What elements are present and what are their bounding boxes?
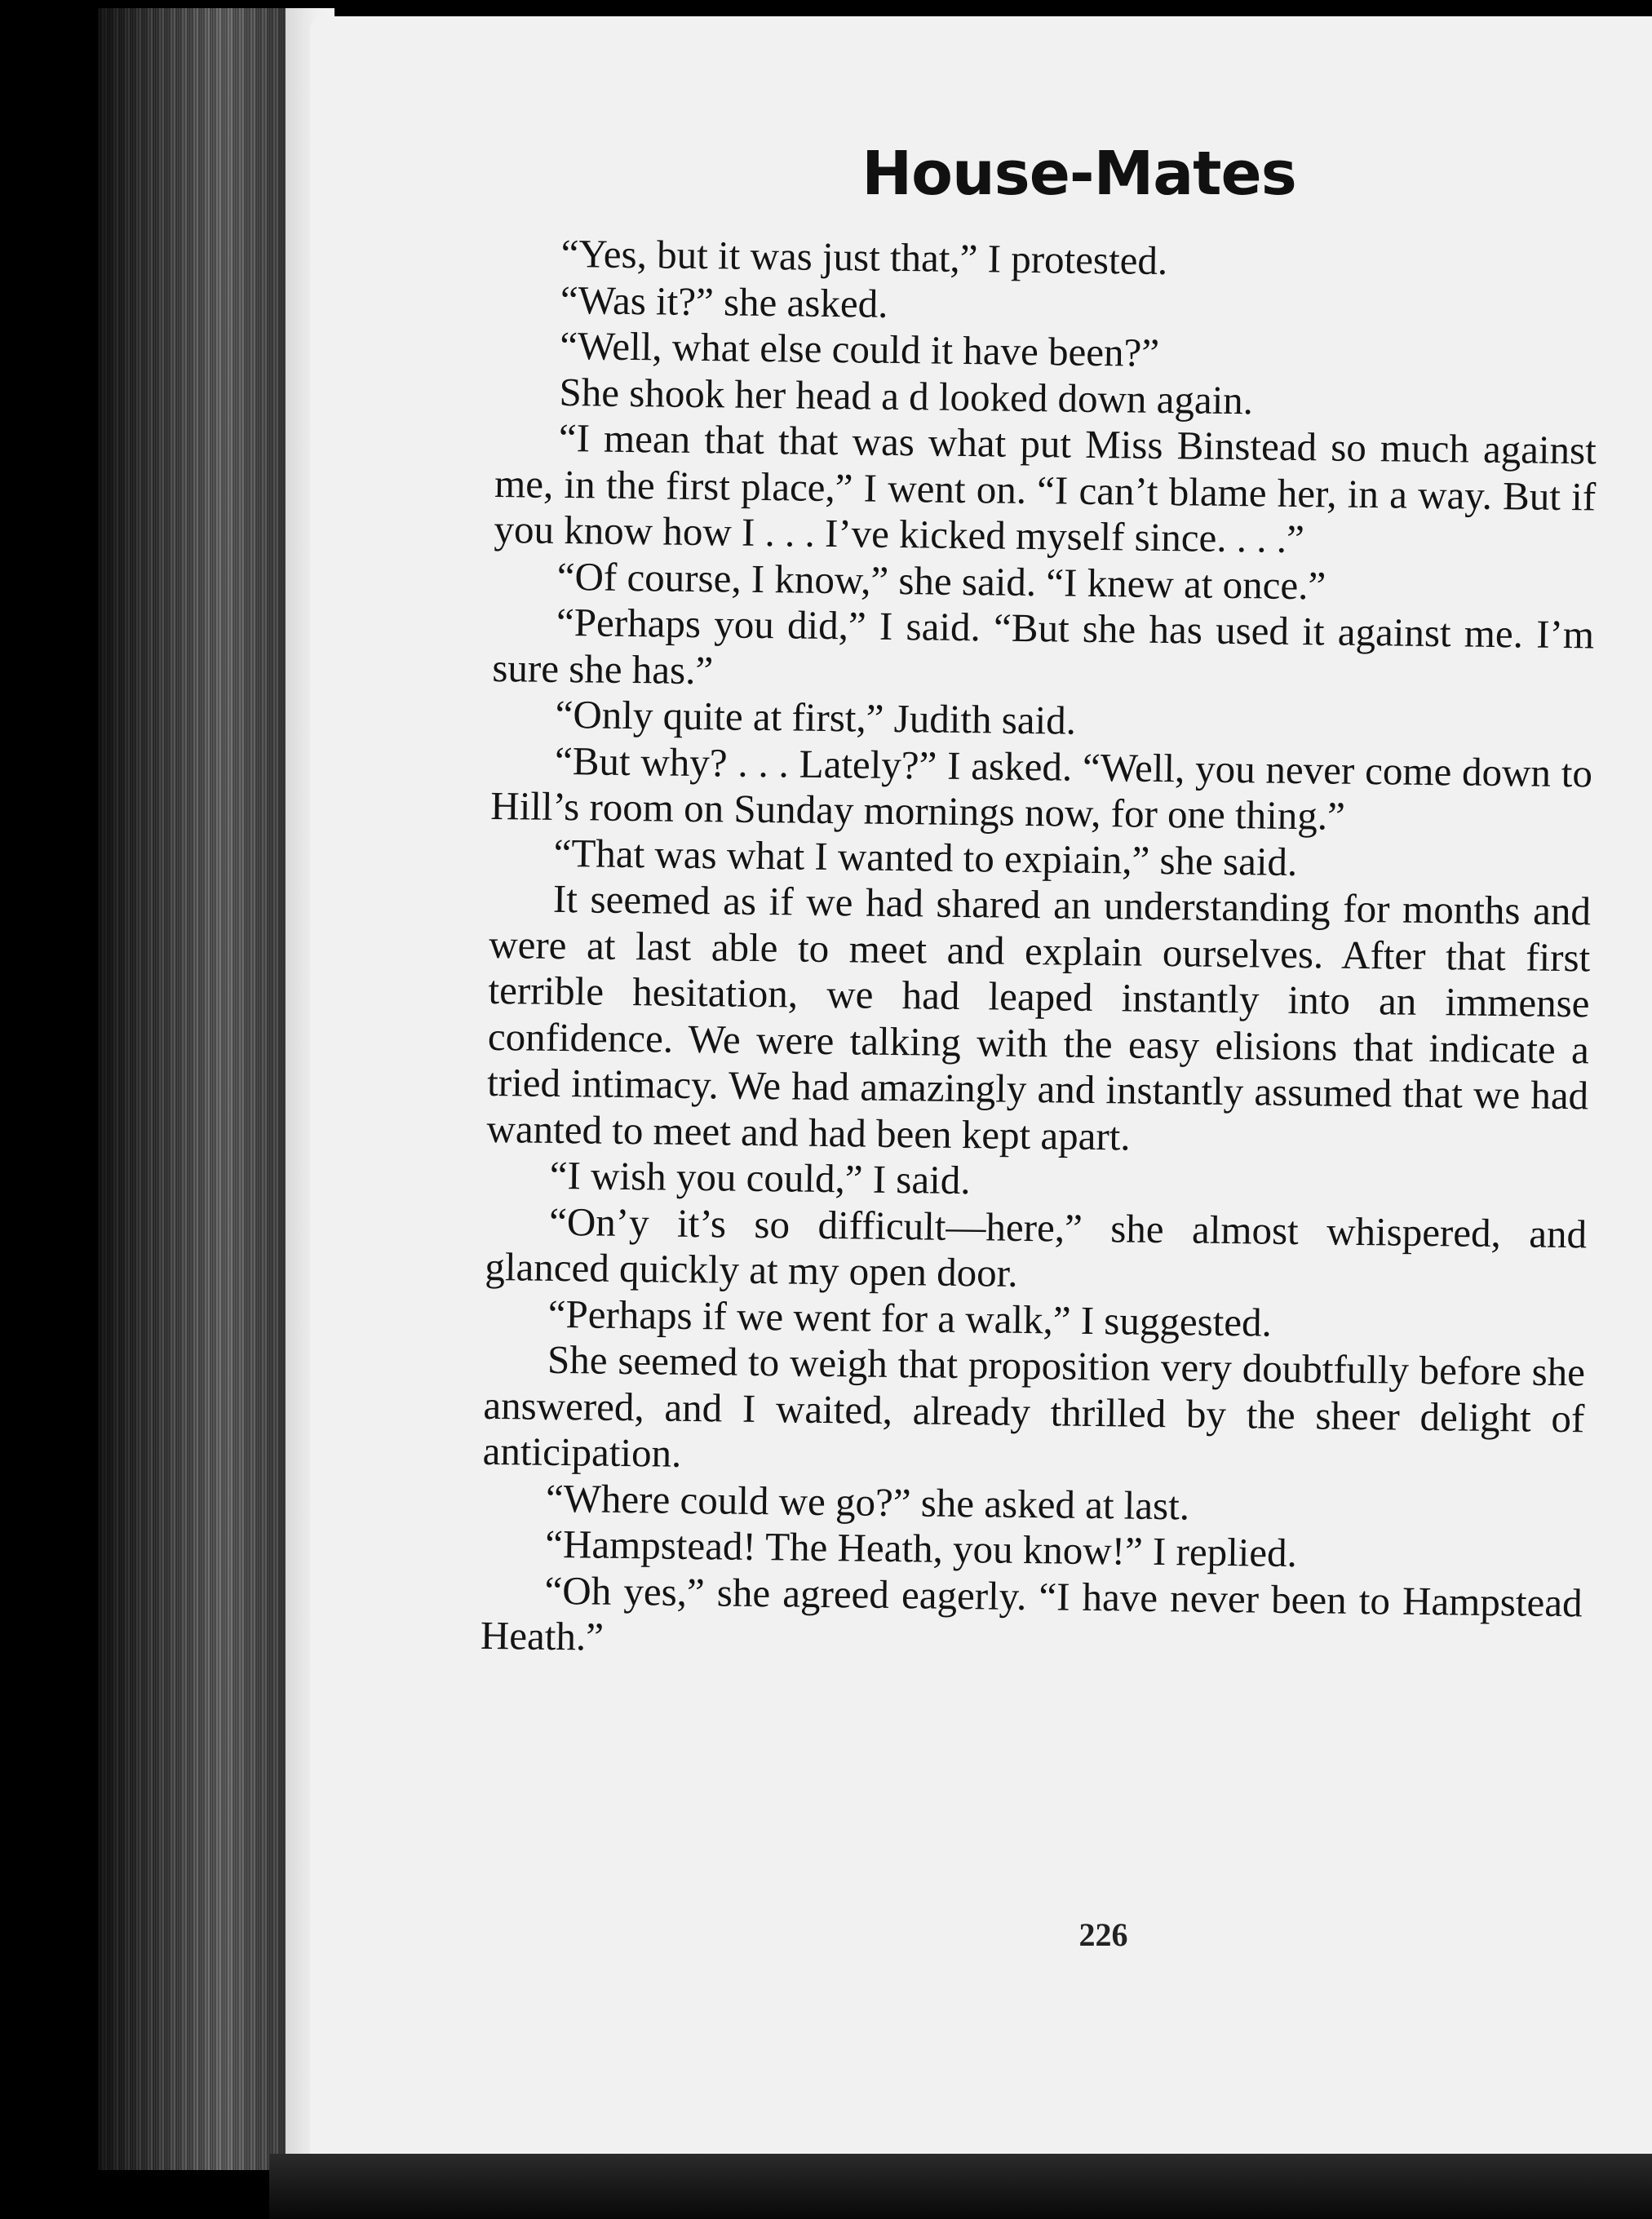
paragraph: “I mean that that was what put Miss Binstead so much against me, in the first place,” I went on. “I can’t blame her, in a way. But if you know how I . . . I’ve kicked myself since. . . .” — [494, 414, 1597, 562]
paragraph: “Hampstead! The Heath, you know!” I replied. — [544, 1521, 1298, 1576]
page-number: 226 — [1078, 1916, 1128, 1953]
running-head: House-Mates — [861, 139, 1296, 209]
paragraph: “Oh yes,” she agreed eagerly. “I have never been to Hampstead Heath.” — [480, 1567, 1583, 1659]
paragraph: “Was it?” she asked. — [560, 277, 888, 326]
paragraph: She shook her head a d looked down again. — [559, 369, 1254, 423]
paragraph: She seemed to weigh that proposition very doubtfully before she answered, and I waited, already thrilled by the sheer delight of anticipation. — [482, 1336, 1586, 1476]
page-bottom-edge — [269, 2154, 1652, 2219]
paragraph: “Yes, but it was just that,” I protested. — [560, 230, 1168, 284]
paragraph: “Only quite at first,” Judith said. — [555, 691, 1077, 743]
body-text — [481, 230, 1599, 1672]
paragraph: “Perhaps you did,” I said. “But she has used it against me. I’m sure she has.” — [492, 599, 1595, 693]
paragraph: “On’y it’s so difficult—here,” she almost whispered, and glanced quickly at my open door. — [485, 1198, 1588, 1296]
paragraph: “Where could we go?” she asked at last. — [545, 1475, 1190, 1528]
paragraph: “That was what I wanted to expiain,” she said. — [553, 830, 1298, 884]
paragraph: “Perhaps if we went for a walk,” I suggested. — [547, 1291, 1273, 1345]
paragraph: “Of course, I know,” she said. “I knew at once.” — [556, 553, 1326, 608]
book-page — [310, 16, 1652, 2162]
paragraph: “I wish you could,” I said. — [549, 1152, 971, 1203]
stacked-page-edges — [98, 8, 310, 2170]
paragraph: “But why? . . . Lately?” I asked. “Well, you never come down to Hill’s room on Sunday mornings now, for one thing.” — [490, 737, 1593, 839]
paragraph: “Well, what else could it have been?” — [559, 322, 1160, 375]
paragraph: It seemed as if we had shared an understanding for months and were at last able to meet and explain ourselves. After that first terrible hesitation, we had leaped instantly into an immense confidence. We were talking with the easy elisions that indicate a tried intimacy. We had amazingly and instantly assumed that we had wanted to meet and had been kept apart. — [486, 875, 1592, 1159]
